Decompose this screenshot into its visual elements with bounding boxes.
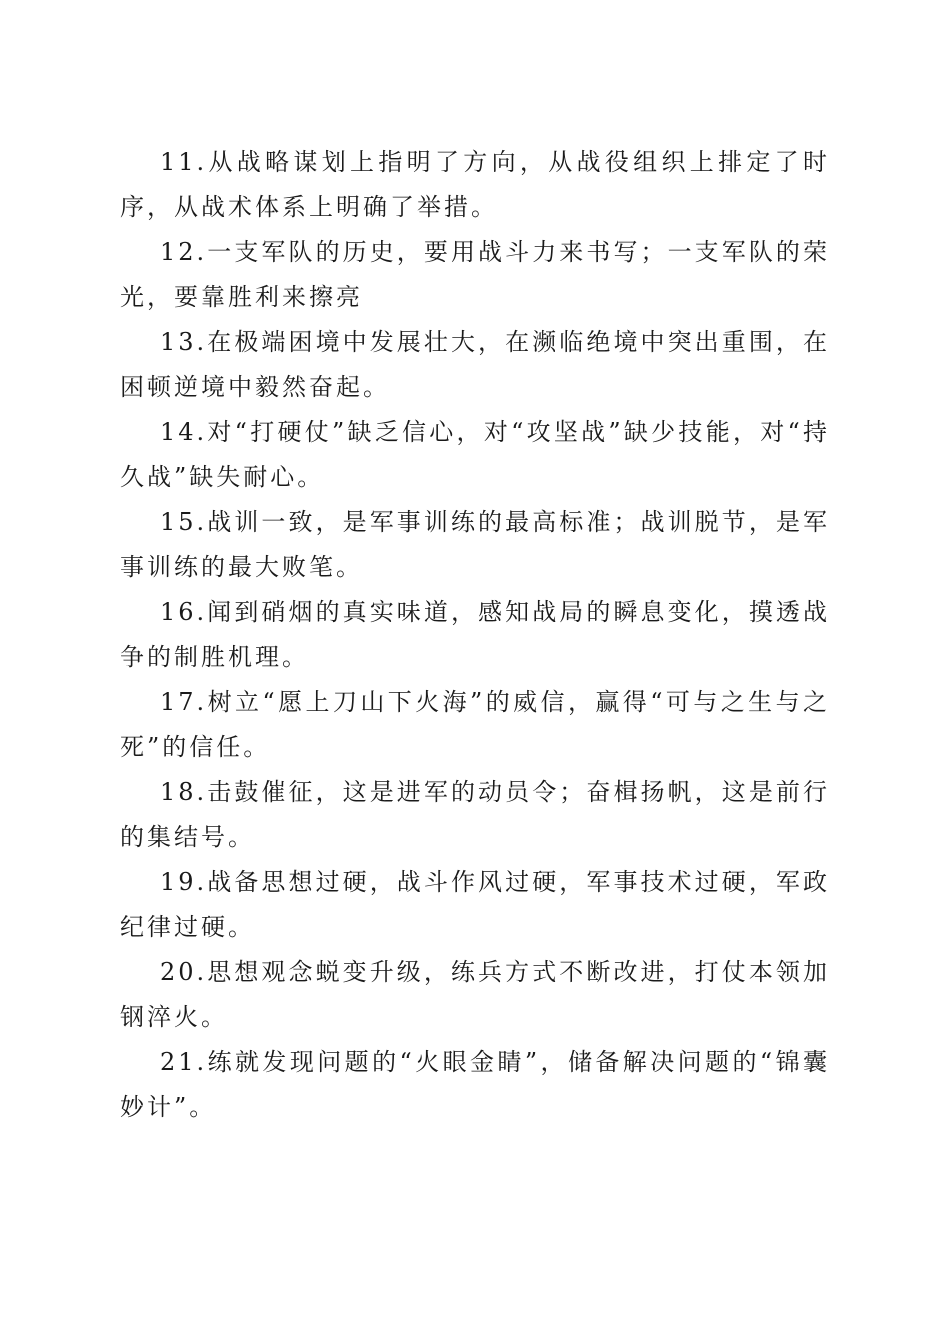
paragraph-13: 13.在极端困境中发展壮大，在濒临绝境中突出重围，在困顿逆境中毅然奋起。	[120, 328, 830, 401]
paragraph-15: 15.战训一致，是军事训练的最高标准；战训脱节，是军事训练的最大败笔。	[120, 508, 830, 581]
paragraph-16: 16.闻到硝烟的真实味道，感知战局的瞬息变化，摸透战争的制胜机理。	[120, 598, 830, 671]
document-body	[120, 140, 830, 1130]
paragraph-11: 11.从战略谋划上指明了方向，从战役组织上排定了时序，从战术体系上明确了举措。	[120, 148, 830, 221]
paragraph-19: 19.战备思想过硬，战斗作风过硬，军事技术过硬，军政纪律过硬。	[120, 868, 830, 941]
paragraph-18: 18.击鼓催征，这是进军的动员令；奋楫扬帆，这是前行的集结号。	[120, 778, 830, 851]
paragraph-12: 12.一支军队的历史，要用战斗力来书写；一支军队的荣光，要靠胜利来擦亮	[120, 238, 830, 311]
paragraph-17: 17.树立“愿上刀山下火海”的威信，赢得“可与之生与之死”的信任。	[120, 688, 830, 761]
paragraph-14: 14.对“打硬仗”缺乏信心，对“攻坚战”缺少技能，对“持久战”缺失耐心。	[120, 418, 830, 491]
paragraph-21: 21.练就发现问题的“火眼金睛”，储备解决问题的“锦囊妙计”。	[120, 1048, 830, 1121]
paragraph-20: 20.思想观念蜕变升级，练兵方式不断改进，打仗本领加钢淬火。	[120, 958, 830, 1031]
